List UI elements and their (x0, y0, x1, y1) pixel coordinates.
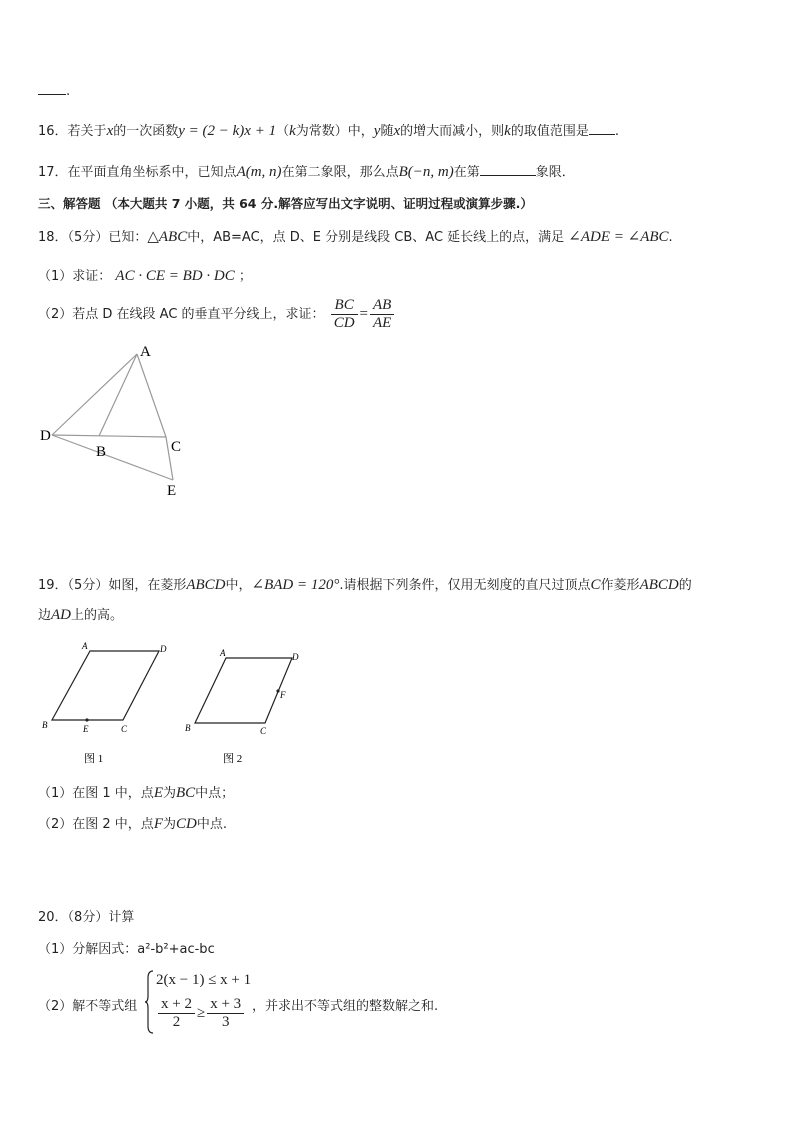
math-var: k (504, 123, 511, 139)
text: 为常数）中， (295, 124, 374, 139)
label-d: D (40, 428, 51, 444)
question-18 (38, 226, 673, 246)
text: 随 (380, 124, 394, 139)
text: 中，AB=AC，点 D、E 分别是线段 CB、AC 延长线上的点，满足 (187, 230, 565, 245)
fraction-right (207, 996, 244, 1031)
fraction-left (158, 996, 195, 1031)
figure-caption: 图 2 (223, 753, 243, 765)
geq-symbol: ≥ (196, 1004, 206, 1021)
fraction-ab-ae (370, 297, 394, 332)
q19-figure-1 (36, 640, 176, 770)
text: 在第 (453, 165, 480, 180)
text: 的 (678, 578, 692, 593)
text: 象限． (535, 165, 575, 180)
label-a: A (220, 648, 226, 658)
q18-part2 (38, 297, 396, 332)
question-19-line2 (38, 604, 123, 624)
math-var: AD (51, 607, 72, 623)
score: （5分） (67, 578, 109, 593)
q18-part1 (38, 265, 252, 285)
math-var: E (153, 785, 163, 801)
text: 中点. (196, 817, 227, 832)
math-var: CD (176, 816, 197, 832)
figure-caption: 图 1 (84, 753, 104, 765)
score: （8分） (67, 910, 109, 925)
text: 若关于 (67, 124, 107, 139)
question-number: 18． (38, 230, 68, 245)
label-d: D (292, 652, 299, 662)
formula: AC · CE = BD · DC (115, 268, 235, 284)
point-b: B(−n, m) (398, 164, 454, 180)
q19-part1 (38, 782, 234, 802)
label-c: C (260, 726, 267, 736)
text: 边 (38, 608, 52, 623)
denominator: CD (333, 315, 355, 331)
label-d: D (160, 644, 167, 654)
question-number: 17． (38, 165, 68, 180)
answer-blank (589, 122, 615, 135)
label-b: B (42, 720, 48, 730)
triangle-abc: △ABC (147, 229, 188, 245)
label-e: E (167, 483, 177, 499)
text: 已知： (108, 230, 148, 245)
numerator: x + 2 (158, 996, 195, 1014)
fraction-bc-cd (331, 297, 358, 332)
period: . (614, 124, 619, 139)
q19-figure-2 (180, 640, 310, 770)
rhombus-name: ABCD (639, 577, 679, 593)
text: 的一次函数 (113, 124, 179, 139)
label-a: A (82, 641, 88, 651)
math-var: y (373, 123, 381, 139)
denominator: 2 (172, 1014, 181, 1030)
equals: = (359, 306, 369, 322)
question-number: 16． (38, 124, 68, 139)
math-var: k (289, 123, 296, 139)
label-e: E (83, 724, 89, 734)
label-c: C (171, 439, 182, 455)
math-var: BC (176, 785, 196, 801)
q20-part2-end: ，并求出不等式组的整数解之和. (252, 999, 439, 1014)
text: 计算 (108, 910, 135, 925)
inequality-1: 2(x − 1) ≤ x + 1 (156, 972, 252, 988)
numerator: BC (331, 297, 358, 315)
math-var: x (106, 123, 114, 139)
inequality-2 (156, 996, 246, 1031)
question-19 (38, 574, 692, 594)
part-label: （1）求证： (38, 269, 112, 284)
text: 如图，在菱形 (108, 578, 187, 593)
period: . (668, 230, 673, 245)
part-label: （2）若点 D 在线段 AC 的垂直平分线上，求证： (38, 307, 325, 322)
function-expression: y = (2 − k)x + 1 (178, 123, 277, 139)
angle-bad: ∠BAD = 120° (251, 577, 340, 593)
question-number: 20． (38, 910, 68, 925)
label-c: C (121, 724, 128, 734)
text: 的增大而减小，则 (400, 124, 505, 139)
question-number: 19． (38, 578, 68, 593)
text: ； (238, 269, 252, 284)
q18-figure (36, 340, 196, 500)
denominator: AE (373, 315, 392, 331)
text: 在第二象限，那么点 (281, 165, 399, 180)
point-a: A(m, n) (236, 164, 282, 180)
score: （5分） (67, 230, 109, 245)
leftover-answer-blank (38, 82, 70, 99)
math-var: F (153, 816, 163, 832)
numerator: AB (370, 297, 394, 315)
text: 的取值范围是 (510, 124, 589, 139)
text: 中， (225, 578, 252, 593)
question-17 (38, 161, 575, 181)
text: （ (276, 124, 290, 139)
text: 在平面直角坐标系中，已知点 (67, 165, 237, 180)
q20-part1 (38, 938, 215, 957)
text: 上的高。 (71, 608, 124, 623)
section-heading: 三、解答题 （本大题共 7 小题，共 64 分.解答应写出文字说明、证明过程或演算步骤.） (38, 196, 533, 211)
period: . (66, 84, 71, 99)
text: （1）在图 1 中，点 (38, 786, 154, 801)
angle-condition: ∠ADE = ∠ABC (568, 229, 669, 245)
label-b: B (185, 723, 191, 733)
label-a: A (140, 344, 151, 360)
math-var: C (590, 577, 601, 593)
question-20 (38, 906, 134, 925)
denominator: 3 (221, 1014, 230, 1030)
q20-part2-label: （2）解不等式组 (38, 999, 138, 1014)
question-16 (38, 120, 619, 140)
numerator: x + 3 (207, 996, 244, 1014)
text: 为 (162, 786, 176, 801)
label-f: F (280, 690, 286, 700)
expression: a²-b²+ac-bc (137, 942, 215, 957)
answer-blank (38, 82, 66, 95)
text: 中点； (195, 786, 235, 801)
label-b: B (96, 444, 107, 460)
q19-part2 (38, 813, 227, 833)
text: .请根据下列条件，仅用无刻度的直尺过顶点 (339, 578, 591, 593)
rhombus-name: ABCD (186, 577, 226, 593)
answer-blank (480, 163, 536, 176)
math-var: x (393, 123, 401, 139)
text: （2）在图 2 中，点 (38, 817, 154, 832)
brace-icon (144, 970, 154, 1034)
part-label: （1）分解因式： (38, 942, 138, 957)
text: 作菱形 (600, 578, 640, 593)
text: 为 (162, 817, 176, 832)
